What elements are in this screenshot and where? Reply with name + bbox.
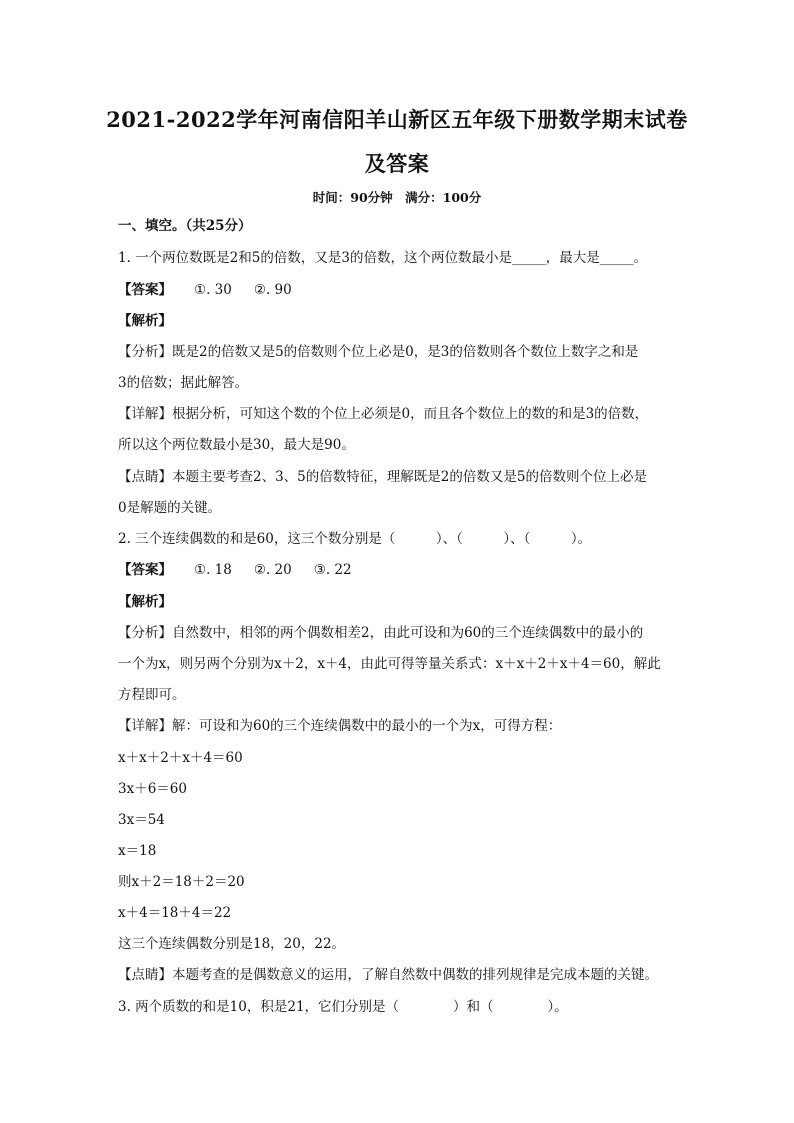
dianjing-text: 0是解题的关键。 xyxy=(118,500,222,516)
xiangjie-text: 【详解】解：可设和为60的三个连续偶数中的最小的一个为x，可得方程： xyxy=(118,718,562,734)
conclusion-text: 这三个连续偶数分别是18，20，22。 xyxy=(118,936,346,952)
dianjing-text: 【点睛】本题考查的是偶数意义的运用，了解自然数中偶数的排列规律是完成本题的关键。 xyxy=(118,967,658,983)
answer-row-2 xyxy=(118,561,688,579)
answer-item: ①. 18 xyxy=(194,562,232,578)
answer-item: ①. 30 xyxy=(194,282,232,298)
analysis-tag: 【解析】 xyxy=(118,594,172,610)
title-line-1: 2021-2022学年河南信阳羊山新区五年级下册数学期末试卷 xyxy=(106,107,688,132)
question-2: 2. 三个连续偶数的和是60，这三个数分别是（ ）、（ ）、（ ）。 xyxy=(118,531,592,547)
fenxi-text: 方程即可。 xyxy=(118,687,186,703)
xiangjie-text: 【详解】根据分析，可知这个数的个位上必须是0，而且各个数位上的数的和是3的倍数， xyxy=(118,406,649,422)
answer-tag: 【答案】 xyxy=(118,282,172,298)
answer-tag: 【答案】 xyxy=(118,562,172,578)
fenxi-text: 一个为x，则另两个分别为x＋2，x＋4，由此可得等量关系式：x＋x＋2＋x＋4＝60，解此 xyxy=(118,656,661,672)
fenxi-text: 【分析】既是2的倍数又是5的倍数则个位上必是0，是3的倍数则各个数位上数字之和是 xyxy=(118,344,639,360)
fenxi-text: 【分析】自然数中，相邻的两个偶数相差2，由此可设和为60的三个连续偶数中的最小的 xyxy=(118,625,644,641)
analysis-tag: 【解析】 xyxy=(118,313,172,329)
equation-step: x＋4＝18＋4＝22 xyxy=(118,905,232,921)
question-1: 1. 一个两位数既是2和5的倍数，又是3的倍数，这个两位数最小是_____，最大是_____。 xyxy=(118,250,647,266)
section-heading: 一、填空。（共25分） xyxy=(118,218,252,234)
equation-step: 3x＝54 xyxy=(118,812,165,828)
answer-item: ②. 20 xyxy=(253,562,292,578)
fenxi-text: 3的倍数；据此解答。 xyxy=(118,375,249,391)
equation-step: 则x＋2＝18＋2＝20 xyxy=(118,874,245,890)
equation-step: x＋x＋2＋x＋4＝60 xyxy=(118,750,243,766)
equation-step: x＝18 xyxy=(118,843,157,859)
dianjing-text: 【点睛】本题主要考查2、3、5的倍数特征，理解既是2的倍数又是5的倍数则个位上必是 xyxy=(118,469,647,485)
exam-meta: 时间：90分钟 满分：100分 xyxy=(312,190,482,205)
answer-item: ②. 90 xyxy=(253,282,292,298)
xiangjie-text: 所以这个两位数最小是30，最大是90。 xyxy=(118,437,355,453)
answer-item: ③. 22 xyxy=(313,562,352,578)
equation-step: 3x＋6＝60 xyxy=(118,781,187,797)
title-line-2: 及答案 xyxy=(364,151,430,176)
answer-row-1 xyxy=(118,281,688,299)
question-3: 3. 两个质数的和是10，积是21，它们分别是（ ）和（ ）。 xyxy=(118,999,568,1015)
